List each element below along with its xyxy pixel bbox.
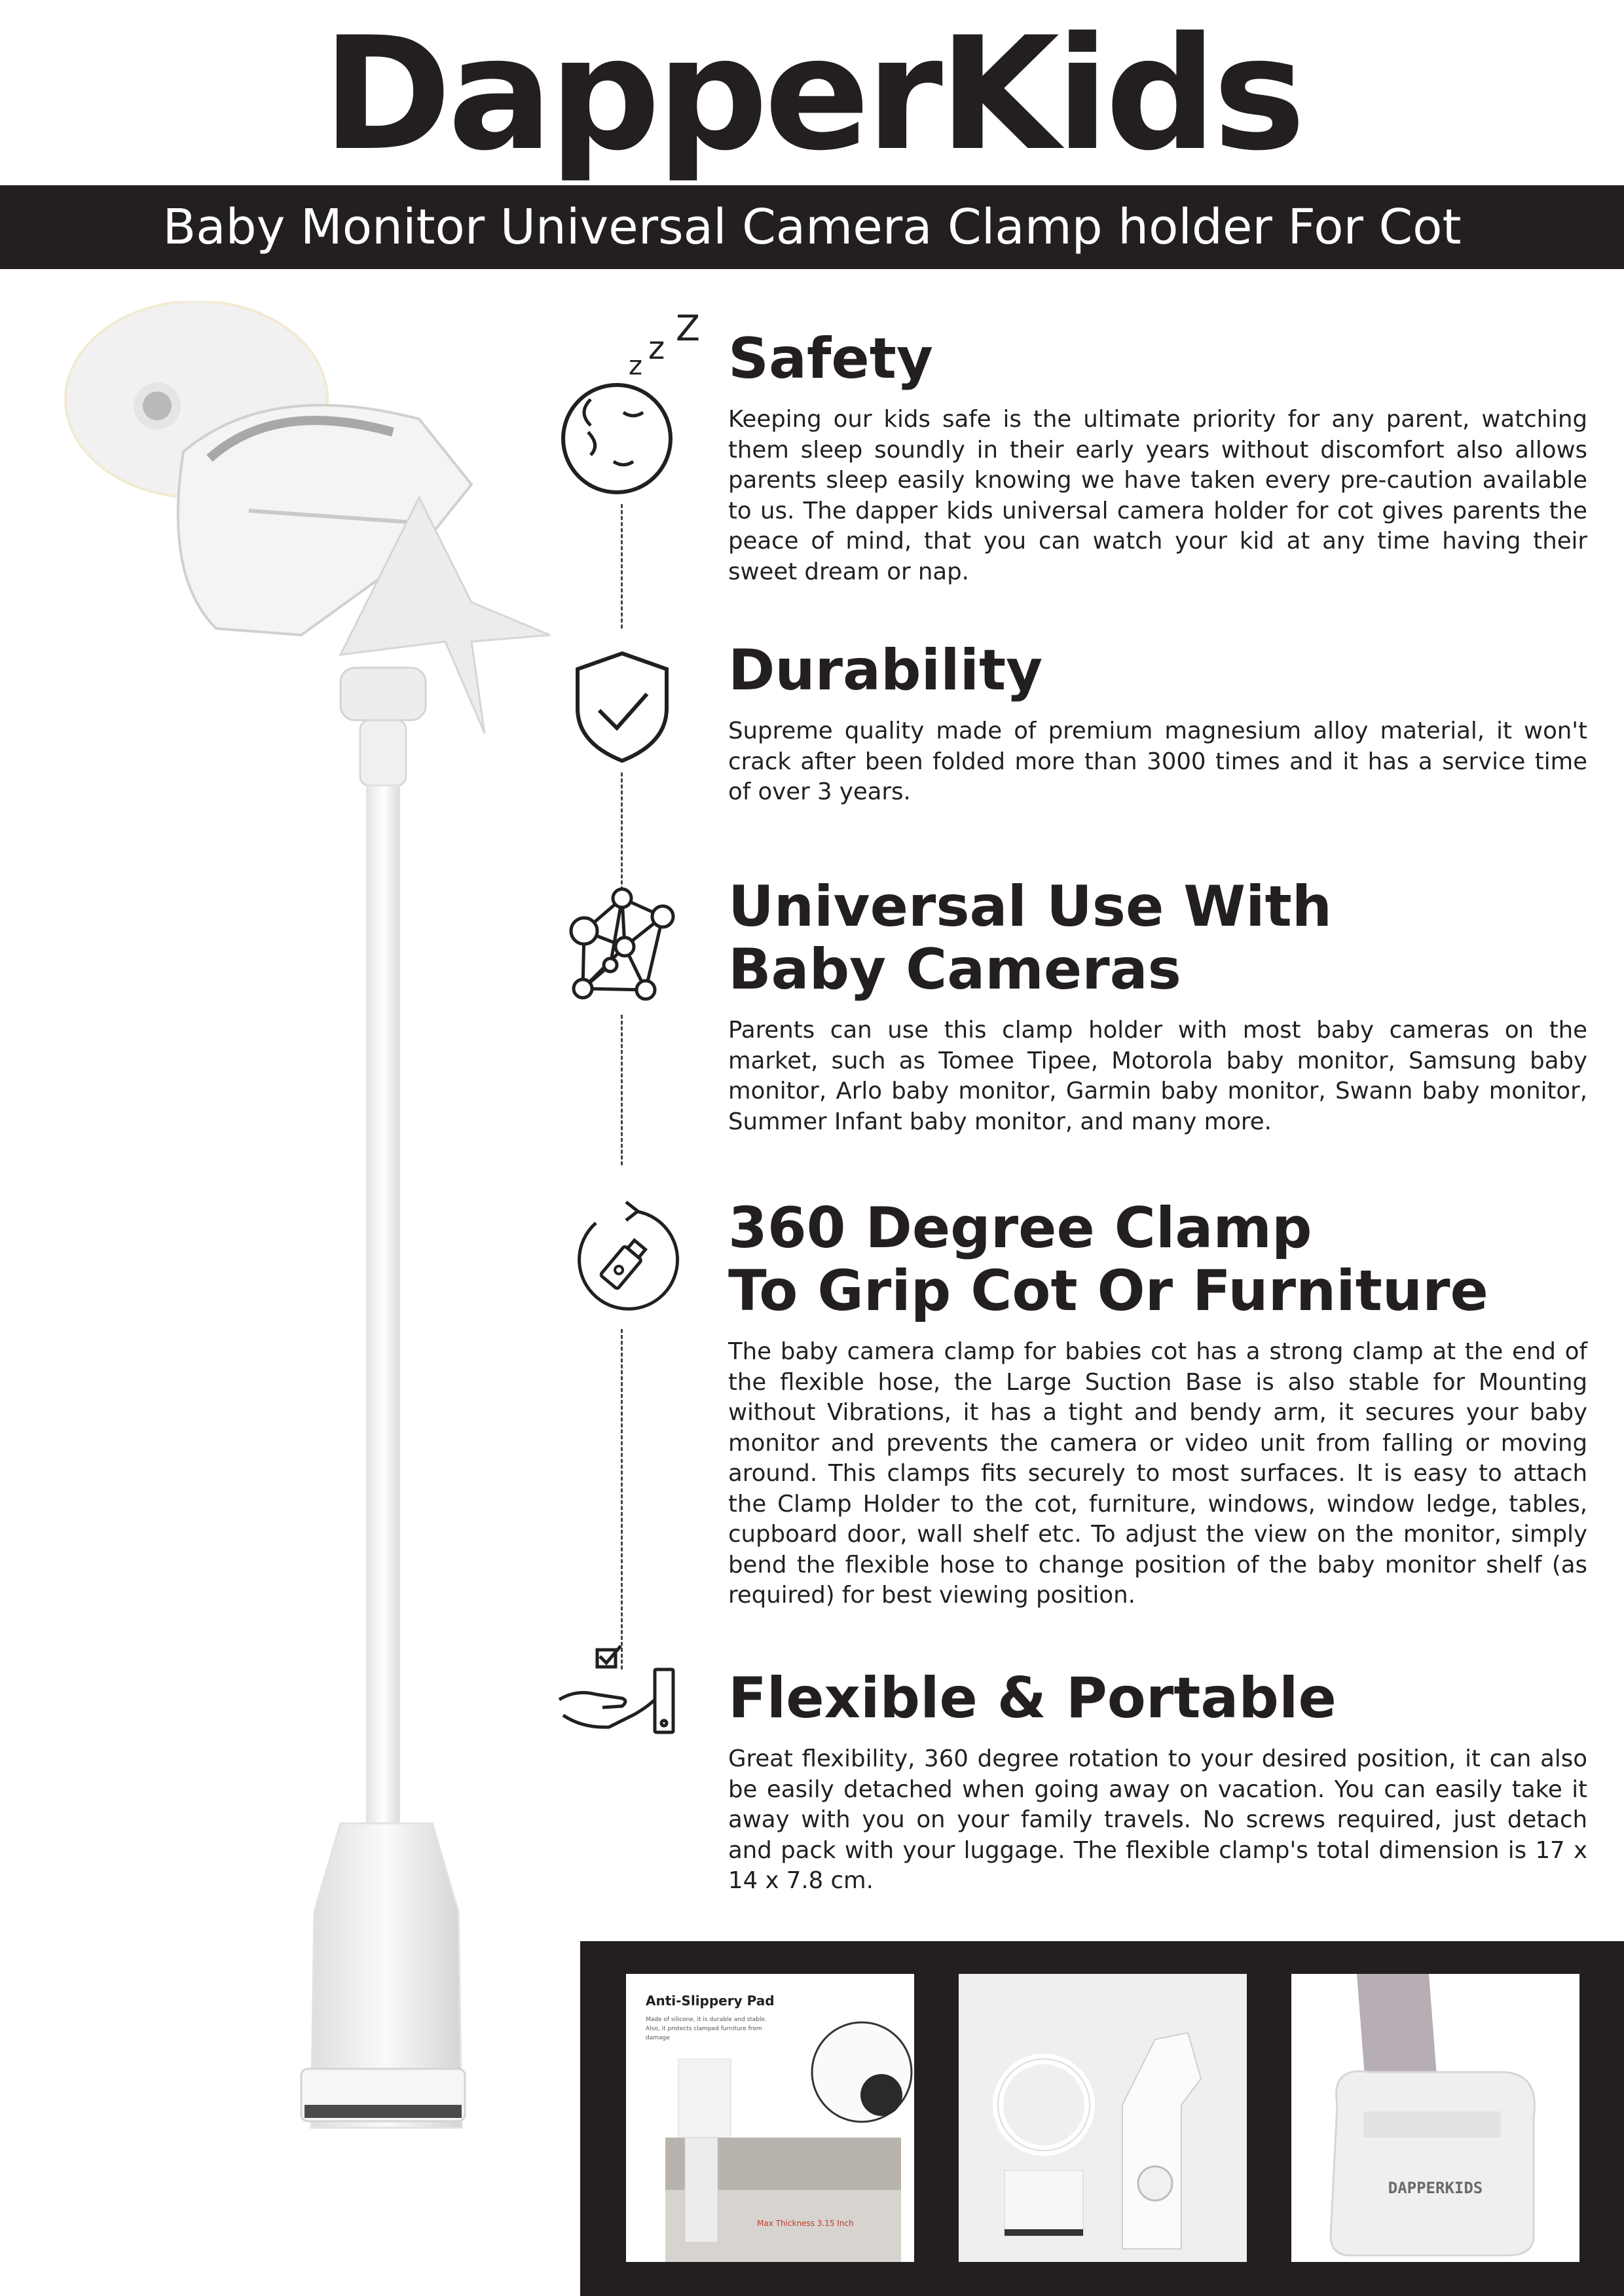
hand-device-icon [557,1643,688,1741]
anti-slippery-pad-image [626,1974,914,2262]
detached-parts-image [959,1974,1247,2262]
gallery-thumb-anti-slippery [626,1974,914,2262]
section-title: Flexible & Portable [728,1666,1337,1731]
section-flexible [728,1667,1587,1897]
section-body: The baby camera clamp for babies cot has a strong clamp at the end of the flexible hose, the Large Suction Base is also stable for Mounting without Vibrations, it has a tight and bendy arm, it secures your baby monitor and prevents the camera or video unit from falling or moving around. This clamps fits securely to most surfaces. It is easy to attach the Clamp Holder to the cot, furniture, windows, window ledge, tables, cupboard door, wall shelf etc. To adjust the view on the monitor, simply bend the flexible hose to change position of the baby monitor shelf (as required) for best viewing position. [728,1338,1587,1609]
section-title [728,1197,1587,1322]
section-title [728,875,1587,1001]
section-title: Durability [728,638,1043,703]
rotate-clamp-icon [570,1198,681,1316]
section-body: Great flexibility, 360 degree rotation to your desired position, it can also be easily detached when going away on vacation. You can easily take it away with you on your family travels. No screws required, just detach and pack with your luggage. The flexible clamp's total dimension is 17 x 14 x 7.8 cm. [728,1745,1587,1894]
thumb-measure-label: Max Thickness 3.15 Inch [757,2219,854,2228]
section-title: Safety [728,326,933,392]
dashed-connector [621,1015,623,1165]
section-body: Parents can use this clamp holder with most baby cameras on the market, such as Tomee Tipee, Motorola baby monitor, Samsung baby monitor, Arlo baby monitor, Garmin baby monitor, Swann baby monitor, Summer Infant baby monitor, and many more. [728,1017,1587,1135]
gallery-thumb-parts [959,1974,1247,2262]
section-universal [728,875,1587,1137]
product-gallery [580,1941,1624,2296]
svg-text:z: z [648,330,665,367]
dashed-connector [621,504,623,629]
section-durability [728,639,1587,808]
dashed-connector [621,773,623,890]
network-nodes-icon [563,884,681,1002]
svg-text:Z: Z [676,314,700,349]
section-title-line2: To Grip Cot Or Furniture [728,1258,1488,1324]
thumb-caption-line3: damage [646,2035,670,2041]
section-body: Keeping our kids safe is the ultimate priority for any parent, watching them sleep soundly in their early years without discomfort also allows parents sleep easily knowing we have taken every pre-caution available to us. The dapper kids universal camera holder for cot gives parents the peace of mind, that you can watch your kid at any time having their sweet dream or nap. [728,406,1587,585]
section-body: Supreme quality made of premium magnesium alloy material, it won't crack after been folded more than 3000 times and it has a service time of over 3 years. [728,718,1587,805]
title-banner [0,185,1624,269]
section-360-clamp [728,1197,1587,1611]
section-title-line2: Baby Cameras [728,937,1181,1002]
sleeping-baby-icon [551,314,702,498]
brand-title: DapperKids [322,4,1302,185]
banner-title: Baby Monitor Universal Camera Clamp holder For Cot [162,199,1462,255]
camera-clamp-drawing [52,301,616,2134]
svg-text:z: z [629,351,642,381]
clamp-base-image [1291,1974,1579,2262]
thumb-caption-line1: Made of silicone, it is durable and stable. [646,2016,767,2023]
shield-check-icon [570,648,674,766]
product-illustration [52,301,616,2134]
feature-icon-column [537,308,707,1774]
base-logo-text: DAPPERKIDS [1388,2179,1483,2197]
section-title-line1: Universal Use With [728,874,1332,939]
thumb-title: Anti-Slippery Pad [646,1993,775,2009]
dashed-connector [621,1329,623,1669]
section-title-line1: 360 Degree Clamp [728,1195,1312,1261]
section-safety [728,327,1587,587]
gallery-thumb-base [1291,1974,1579,2262]
thumb-caption-line2: Also, it protects clamped furniture from [646,2026,762,2032]
